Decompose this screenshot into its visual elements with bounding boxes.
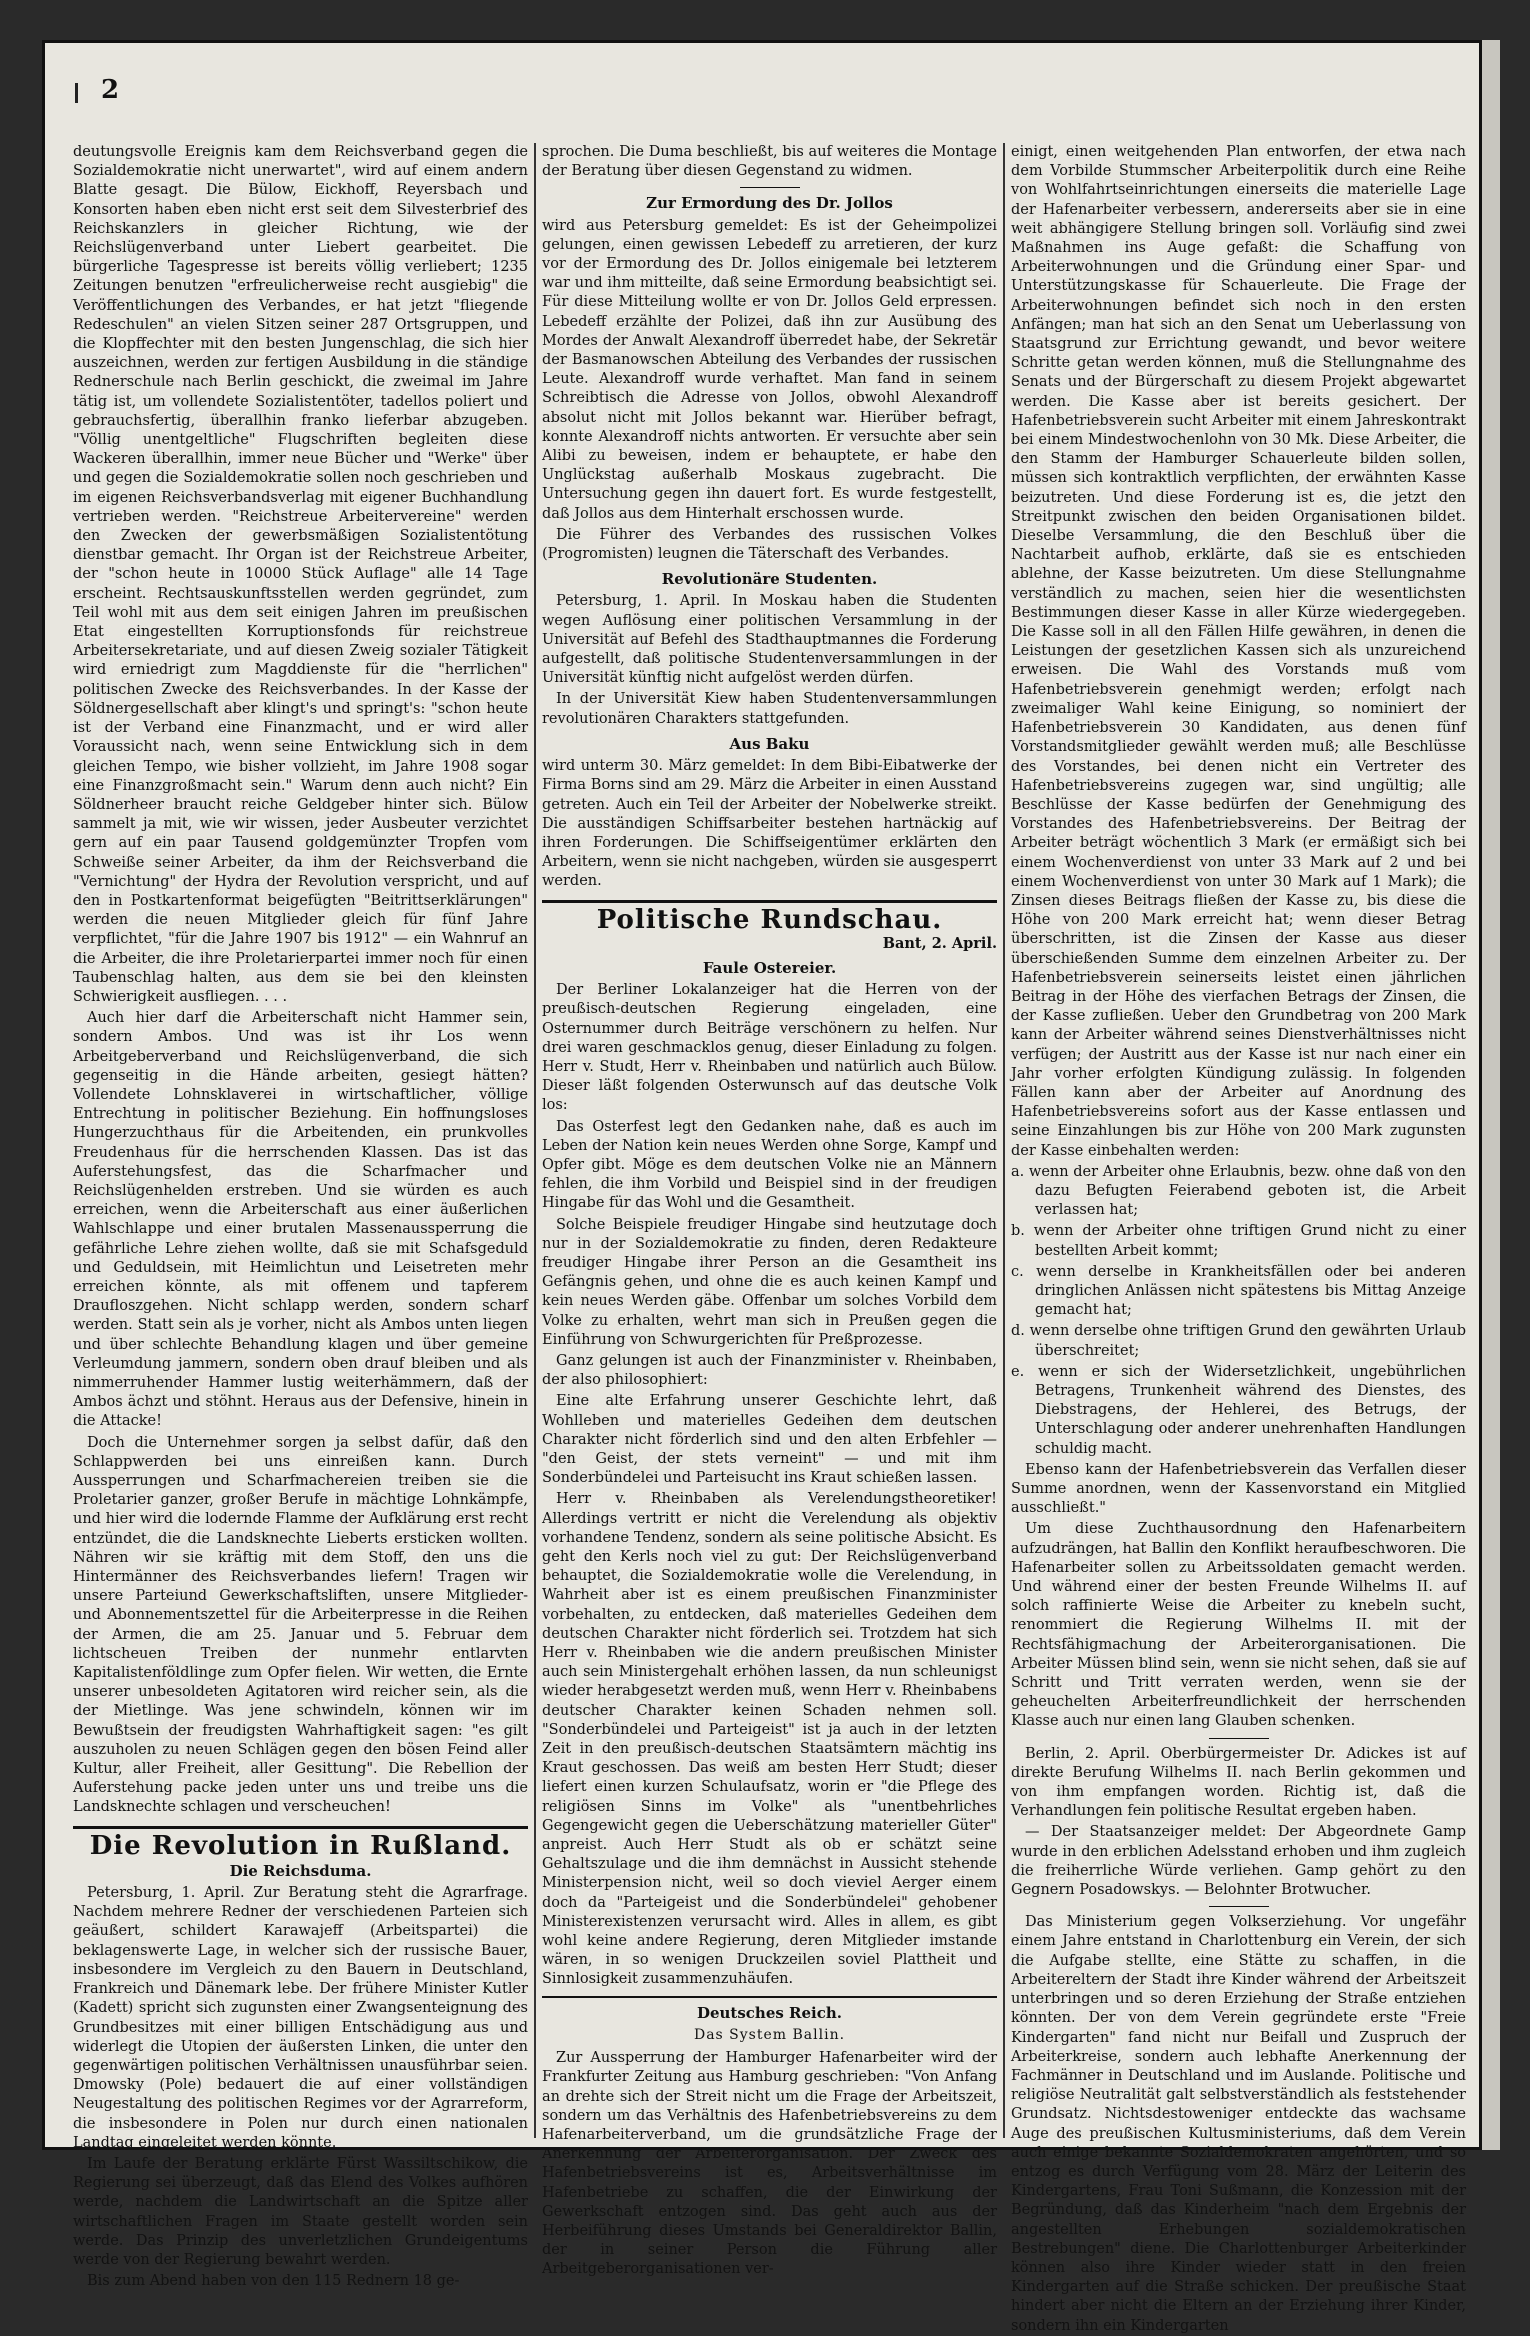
- article-paragraph: Herr v. Rheinbaben als Verelendungstheoretiker! Allerdings vertritt er nicht die Verelendung als objektiv vorhandene Tendenz, sondern als seine politische Absicht. Es geht den Kerls noch viel zu gut: Der Reichslügenverband behauptet, die Sozialdemokratie wolle die Verelendung, in Wahrheit aber ist es einem preußischen Finanzminister vorbehalten, zu entdecken, daß materielles Gedeihen dem deutschen Charakter nicht förderlich sei. Trotzdem hat sich Herr v. Rheinbaben wie die andern preußischen Minister auch sein Ministergehalt erhöhen lassen, da nun schleunigst wieder herabgesetzt werden muß, wenn Herr v. Rheinbabens deutscher Charakter keinen Schaden nehmen soll. "Sonderbündelei und Parteigeist" ist ja auch in der letzten Zeit in den preußisch-deutschen Staatsämtern mächtig ins Kraut geschossen. Das weiß am besten Herr Studt; dieser liefert einen kurzen Schulaufsatz, worin er "die Pflege des religiösen Sinns im Volke" als "unentbehrliches Gegengewicht gegen die Ueberschätzung materieller Güter" anpreist. Auch Herr Studt als ob er schätzt seine Gehaltszulage und die ihm demnächst in Aussicht stehende Ministerpension nicht, weil so doch vieviel Aerger einem doch da "Parteigeist und die Sonderbündelei" gehobener Ministerexistenzen verursacht wird. Alles in allem, es gibt wohl keine andere Regierung, deren Mitglieder imstande wären, in so wenigen Druckzeilen soviel Plattheit und Sinnlosigkeit zusammenzuhäufen.: [542, 1491, 997, 1988]
- article-paragraph: Auch hier darf die Arbeiterschaft nicht Hammer sein, sondern Ambos. Und was ist ihr Los wenn Arbeitgeberverband und Reichslügenverband, die sich gegenseitig in die Hände arbeiten, gesiegt hätten? Vollendete Lohnsklaverei in wirtschaftlicher, völlige Entrechtung in politischer Beziehung. Ein hoffnungsloses Hungerzuchthaus für die Arbeitenden, ein prunkvolles Freudenhaus für die herrschenden Klassen. Das ist das Auferstehungsfest, das die Scharfmacher und Reichslügenhelden erstreben. Und sie würden es auch erreichen, wenn die Arbeiterschaft aus einer äußerlichen Wahlschlappe und einer brutalen Massenaussperrung die gefährliche Lehre ziehen wollte, daß sie mit Schafsgeduld und Geduldsein, mit Heimlichtun und Leisetreten mehr erreichen könnte, als mit offenem und tapferem Draufloszgehen. Nicht schlapp werden, sondern scharf werden. Statt sein als je vorher, nicht als Ambos unten liegen und über schlechte Behandlung klagen und über gemeine Verleumdung jammern, sondern oben drauf bleiben und als nimmerruhender Hammer lustig weiterhämmern, daß der Ambos ächzt und stöhnt. Heraus aus der Defensive, hinein in die Attacke!: [73, 1010, 528, 1430]
- divider: [740, 187, 800, 188]
- article-paragraph: In der Universität Kiew haben Studentenversammlungen revolutionären Charakters stattgefunden.: [542, 691, 997, 727]
- article-paragraph: Zur Aussperrung der Hamburger Hafenarbeiter wird der Frankfurter Zeitung aus Hamburg geschrieben: "Von Anfang an drehte sich der Streit nicht um die Frage der Arbeitszeit, sondern um das Verhältnis des Hafenbetriebsvereins zu dem Hafenarbeiterverband, um die grundsätzliche Frage der Anerkennung der Arbeiterorganisation. Der Zweck des Hafenbetriebsvereins ist es, Arbeitsverhältnisse im Hafenbetriebe zu schaffen, die der Einwirkung der Gewerkschaft entzogen sind. Das geht auch aus der Herbeiführung dieses Umstands bei Generaldirektor Ballin, der in seiner Person die Führung aller Arbeitgeberorganisationen ver-: [542, 2050, 997, 2278]
- dateline: Bant, 2. April.: [882, 934, 997, 952]
- divider: [1209, 1906, 1269, 1907]
- section-title-revolution: Die Revolution in Rußland.: [73, 1826, 528, 1856]
- article-paragraph: Doch die Unternehmer sorgen ja selbst dafür, daß den Schlappwerden bei uns einreißen kann. Durch Aussperrungen und Scharfmachereien treiben sie die Proletarier ganzer, großer Berufe in mächtige Lohnkämpfe, und hier wird die lodernde Flamme der Aufklärung erst recht entzündet, die die Landsknechte Lieberts ersticken wollten. Nähren wir sie kräftig mit dem Stoff, den uns die Hintermänner des Reichsverbandes liefern! Tragen wir unsere Parteiund Gewerkschaftsliften, unsere Mitglieder- und Abonnementszettel für die Arbeiterpresse in die Reihen der Armen, die am 25. Januar und 5. Februar dem lichtscheuen Treiben der nunmehr entlarvten Kapitalistenföldlinge zum Opfer fielen. Wir wetten, die Ernte unserer unbesoldeten Agitatoren wird reicher sein, als die der Mietlinge. Was jene schwindeln, können wir im Bewußtsein der freudigsten Wahrhaftigkeit sagen: "es gilt auszuholen zu neuen Schlägen gegen den bösen Feind aller Kultur, aller Freiheit, aller Gesittung". Die Rebellion der Auferstehung packe jeden unter uns und treibe uns die Landsknechte schlagen und verscheuchen!: [73, 1434, 528, 1816]
- subheading-baku: Aus Baku: [729, 734, 810, 753]
- article-paragraph: Ganz gelungen ist auch der Finanzminister v. Rheinbaben, der also philosophiert:: [542, 1352, 997, 1389]
- article-paragraph: sprochen. Die Duma beschließt, bis auf weiteres die Montage der Beratung über diesen Gegenstand zu widmen.: [542, 144, 997, 180]
- article-paragraph: Bis zum Abend haben von den 115 Rednern 18 ge-: [87, 2273, 460, 2290]
- subheading-jollos: Zur Ermordung des Dr. Jollos: [646, 194, 893, 213]
- article-paragraph: Das Ministerium gegen Volkserziehung. Vor ungefähr einem Jahre entstand in Charlottenburg ein Verein, der sich die Aufgabe stellte, eine Stätte zu schaffen, in die Arbeitereltern der Stadt ihre Kinder während der Arbeitszeit unterbringen und so deren Erziehung der Straße entziehen könnten. Der von dem Verein gegründete erste "Freie Kindergarten" fand nicht nur Beifall und Zuspruch der Arbeiterkreise, sondern auch lebhafte Anerkennung der Fachmänner in Deutschland und im Auslande. Politische und religiöse Neutralität galt selbstverständlich als feststehender Grundsatz. Nichtsdestoweniger entdeckte das wachsame Auge des preußischen Kultusministeriums, daß dem Verein auch einige bekannte Sozialdemokraten angehörten, und so entzog es durch Verfügung vom 28. März der Leiterin des Kindergartens, Frau Toni Sußmann, die Konzession mit der Begründung, daß das Kinderheim "nach dem Ergebnis der angestellten Erhebungen sozialdemokratischen Bestrebungen" diene. Die Charlottenburger Arbeiterkinder können also ihre Kinder wieder statt in den freien Kindergarten auf die Straße schicken. Der preußische Staat hindert aber nicht die Eltern an der Erziehung ihrer Kinder, sondern ihn ein Kindergarten: [1011, 1914, 1466, 2334]
- list-item: b. wenn der Arbeiter ohne triftigen Grund nicht zu einer bestellten Arbeit kommt;: [1011, 1223, 1466, 1259]
- subheading-studenten: Revolutionäre Studenten.: [661, 570, 878, 589]
- article-paragraph: Die Führer des Verbandes des russischen Volkes (Progromisten) leugnen die Täterschaft des Verbandes.: [542, 526, 997, 563]
- article-paragraph: Im Laufe der Beratung erklärte Fürst Wassiltschikow, die Regierung sei überzeugt, daß das Elend des Volkes aufhören werde, nachdem die Landwirtschaft an die Spitze aller wirtschaftlichen Fragen im Staate gestellt worden sein werde. Das Prinzip des unverletzlichen Grundeigentums werde von der Regierung bewahrt werden.: [73, 2155, 528, 2268]
- subheading-ballin: Das System Ballin.: [693, 2026, 846, 2043]
- list-item: d. wenn derselbe ohne triftigen Grund den gewährten Urlaub überschreitet;: [1011, 1323, 1466, 1359]
- rules-list: [1011, 1163, 1466, 1459]
- subheading-duma: Die Reichsduma.: [229, 1861, 372, 1880]
- article-paragraph: wird aus Petersburg gemeldet: Es ist der Geheimpolizei gelungen, einen gewissen Lebedeff zu arretieren, der kurz vor der Ermordung des Dr. Jollos einigemale bei letzterem war und ihm mitteilte, daß seine Ermordung beabsichtigt sei. Für diese Mitteilung wollte er von Dr. Jollos Geld erpressen. Lebedeff erzählte der Polizei, daß ihn zur Ausübung des Mordes der Anwalt Alexandroff überredet habe, der Sekretär der Basmanowschen Abteilung des Verbandes der russischen Leute. Alexandroff wurde verhaftet. Man fand in seinem Schreibtisch die Adresse von Jollos, obwohl Alexandroff absolut nicht mit Jollos bekannt war. Hierüber befragt, konnte Alexandroff nichts antworten. Er versuchte aber sein Alibi zu beweisen, indem er behauptete, er habe den Unglückstag außerhalb Moskaus zugebracht. Die Untersuchung gegen ihn dauert fort. Es wurde festgestellt, daß Jollos aus dem Hinterhalt erschossen wurde.: [542, 217, 997, 522]
- article-paragraph: Das Osterfest legt den Gedanken nahe, daß es auch im Leben der Nation kein neues Werden ohne Sorge, Kampf und Opfer gibt. Möge es dem deutschen Volke nie an Männern fehlen, die ihm Vorbild und Beispiel sind in der freudigen Hingabe für das Wohl und die Gesamtheit.: [542, 1118, 997, 1212]
- column-3: [1011, 143, 1466, 2334]
- article-paragraph: Petersburg, 1. April. Zur Beratung steht die Agrarfrage. Nachdem mehrere Redner der verschiedenen Parteien sich geäußert, schildert Karawajeff (Arbeitspartei) die beklagenswerte Lage, in welcher sich der russische Bauer, insbesondere im Vergleich zu den Bauern in Deutschland, Frankreich und Dänemark lebe. Der frühere Minister Kutler (Kadett) spricht sich zugunsten einer Zwangsenteignung des Grundbesitzes mit einer billigen Entschädigung aus und widerlegt die Utopien der äußersten Linken, die unter den gegenwärtigen politischen Verhältnissen unausführbar seien. Dmowsky (Pole) bedauert die auf einer vollständigen Neugestaltung des politischen Regimes vor der Agrarreform, die insbesondere in Polen nur durch einen nationalen Landtag eingeleitet werden könnte.: [73, 1885, 528, 2151]
- article-paragraph: Ebenso kann der Hafenbetriebsverein das Verfallen dieser Summe anordnen, wenn der Kassenvorstand ein Mitglied ausschließt.": [1011, 1461, 1466, 1517]
- divider: [542, 1996, 997, 1998]
- newspaper-page: [42, 40, 1482, 2334]
- article-paragraph: einigt, einen weitgehenden Plan entworfen, der etwa nach dem Vorbilde Stummscher Arbeiterpolitik durch eine Reihe von Wohlfahrtseinrichtungen einerseits die materielle Lage der Hafenarbeiter verbessern, andererseits aber sie in eine weit abhängigere Stellung bringen soll. Vorläufig sind zwei Maßnahmen ins Auge gefaßt: die Schaffung von Arbeiterwohnungen und die Gründung einer Spar- und Unterstützungskasse für Schauerleute. Die Frage der Arbeiterwohnungen befindet sich noch in den ersten Anfängen; man hat sich an den Senat um Ueberlassung von Staatsgrund zur Errichtung gewandt, und bevor weitere Schritte getan werden können, muß die Stellungnahme des Senats und der Bürgerschaft zu diesem Projekt abgewartet werden. Die Kasse aber ist bereits gesichert. Der Hafenbetriebsverein sucht Arbeiter mit einem Jahreskontrakt bei einem Mindestwochenlohn von 30 Mk. Diese Arbeiter, die den Stamm der Hamburger Schauerleute bilden sollen, müssen sich kontraktlich verpflichten, der erwähnten Kasse beizutreten. Und diese Forderung ist es, die jetzt den Streitpunkt zwischen den beiden Organisationen bildet. Dieselbe Versammlung, die den Beschluß über die Nachtarbeit aufhob, erklärte, daß sie es entschieden ablehne, der Kasse beizutreten. Um diese Stellungnahme verständlich zu machen, seien hier die wesentlichsten Bestimmungen dieser Kasse in aller Kürze wiedergegeben. Die Kasse soll in all den Fällen Hilfe gewähren, in denen die Leistungen der gesetzlichen Kassen sich als unzureichend erweisen. Die Wahl des Vorstands muß vom Hafenbetriebsverein genehmigt werden; erfolgt nach zweimaliger Wahl keine Einigung, so nominiert der Hafenbetriebsverein 30 Kandidaten, aus denen fünf Vorstandsmitglieder gewählt werden muß; alle Beschlüsse des Vorstandes, bei denen nicht ein Vertreter des Hafenbetriebsvereins zugegen war, sind ungültig; alle Beschlüsse der Kasse bedürfen der Genehmigung des Vorstandes des Hafenbetriebsvereins. Der Beitrag der Arbeiter beträgt wöchentlich 3 Mark (er ermäßigt sich bei einem Wochenverdienst von unter 33 Mark auf 2 und bei einem Wochenverdienst von unter 30 Mark auf 1 Mark); die Zinsen dieses Beitrags fließen der Kasse zu, bis diese die Höhe von 200 Mark erreicht hat; wenn dieser Betrag überschritten, ist die Zinsen der Kasse aus dieser überschießenden Summe dem einzelnen Arbeiter zu. Der Hafenbetriebsverein seinerseits leistet einen jährlichen Beitrag in der Höhe des vierfachen Betrags der Zinsen, die der Kasse zufließen. Ueber den Grundbetrag von 200 Mark kann der Arbeiter während seines Dienstverhältnisses nicht verfügen; der Austritt aus der Kasse ist nur nach einer ein Jahr vorher erfolgten Kündigung zulässig. In folgenden Fällen kann aber der Arbeiter auf Anordnung des Hafenbetriebsvereins sofort aus der Kasse entlassen und seine Einzahlungen bis zur Höhe von 200 Mark zugunsten der Kasse einbehalten werden:: [1011, 144, 1466, 1159]
- margin-mark: [75, 83, 78, 103]
- column-1: [73, 143, 528, 2290]
- list-item: a. wenn der Arbeiter ohne Erlaubnis, bezw. ohne daß von den dazu Befugten Feierabend geboten ist, die Arbeit verlassen hat;: [1011, 1163, 1466, 1219]
- column-rule: [534, 143, 536, 2138]
- article-paragraph: Solche Beispiele freudiger Hingabe sind heutzutage doch nur in der Sozialdemokratie zu finden, deren Redakteure freudiger Hingabe ihrer Person an die Gesamtheit ins Gefängnis gehen, und ohne die es auch keinen Kampf und kein neues Werden gäbe. Offenbar um solches Vorbild dem Volke zu erhalten, wehrt man sich in Preußen gegen die Einführung von Schwurgerichten für Preßprozesse.: [542, 1216, 997, 1348]
- page-edge: [1482, 40, 1500, 2150]
- subheading-ostereier: Faule Ostereier.: [702, 958, 837, 977]
- article-paragraph: Um diese Zuchthausordnung den Hafenarbeitern aufzudrängen, hat Ballin den Konflikt heraufbeschworen. Die Hafenarbeiter sollen zu Arbeitssoldaten gemacht werden. Und während einer der besten Freunde Wilhelms II. auf solch raffinierte Weise die Arbeiter zu knebeln sucht, renommiert die Regierung Wilhelms II. mit der Rechtsfähigmachung der Arbeiterorganisationen. Die Arbeiter Müssen blind sein, wenn sie nicht sehen, daß sie auf Schritt und Tritt verraten werden, wenn sie der geheuchelten Arbeiterfreundlichkeit der herrschenden Klasse auch nur einen lang Glauben schenken.: [1011, 1521, 1466, 1730]
- column-2: [542, 143, 997, 2278]
- article-paragraph: wird unterm 30. März gemeldet: In dem Bibi-Eibatwerke der Firma Borns sind am 29. März die Arbeiter in einen Ausstand getreten. Auch ein Teil der Arbeiter der Nobelwerke streikt. Die ausständigen Schiffsarbeiter bestehen hartnäckig auf ihren Forderungen. Die Schiffseigentümer erklärten den Arbeitern, wenn sie nicht nachgeben, würden sie ausgesperrt werden.: [542, 758, 997, 890]
- column-rule: [1003, 143, 1005, 2138]
- article-paragraph: deutungsvolle Ereignis kam dem Reichsverband gegen die Sozialdemokratie nicht unerwartet", wird auf einem andern Blatte gesagt. Die Bülow, Eickhoff, Reyersbach und Konsorten haben eben nicht erst seit dem Silvesterbrief des Reichskanzlers in gleicher Richtung, wie der Reichslügenverband unter Liebert gearbeitet. Die bürgerliche Tagespresse ist bereits völlig verliebert; 1235 Zeitungen benutzen "erfreulicherweise recht ausgiebig" die Veröffentlichungen des Verbandes, er hat jetzt "fliegende Redeschulen" an vielen Sitzen seiner 287 Ortsgruppen, und die Klopffechter mit den besten Jungenschlag, die sich hier auszeichnen, werden zur fertigen Ausbildung in die ständige Rednerschule nach Berlin geschickt, die zweimal im Jahre tätig ist, um vollendete Sozialistentöter, tadellos poliert und gebrauchsfertig, überallhin franko lieferbar abzugeben. "Völlig unentgeltliche" Flugschriften begleiten diese Wackeren überallhin, immer neue Bücher und "Werke" über und gegen die Sozialdemokratie sollen noch geschrieben und im eigenen Reichsverbandsverlag mit eigener Buchhandlung vertrieben werden. "Reichstreue Arbeitervereine" werden den Zwecken der gewerbsmäßigen Sozialistentötung dienstbar gemacht. Ihr Organ ist der Reichstreue Arbeiter, der "schon heute in 10000 Stück Auflage" alle 14 Tage erscheint. Rechtsauskunftsstellen werden gegründet, zum Teil wohl mit aus dem seit einigen Jahren im preußischen Etat eingestellten Korruptionsfonds für reichstreue Arbeitersekretariate, und auf diesen Zweig sozialer Tätigkeit wird erniedrigt zum Magddienste für die "herrlichen" politischen Zwecke des Reichsverbandes. In der Kasse der Söldnergesellschaft aber klingt's und springt's: "schon heute ist der Verband eine Finanzmacht, und er wird aller Voraussicht nach, wenn seine Entwicklung sich in dem gleichen Tempo, wie bisher vollzieht, im Jahre 1908 sogar eine Finanzgroßmacht sein." Warum denn auch nicht? Ein Söldnerheer braucht reiche Geldgeber hinter sich. Bülow sammelt ja mit, wie wir wissen, jeder Ausbeuter verzichtet gern auf ein paar Tausend goldgemünzter Tropfen vom Schweiße seiner Arbeiter, da ihm der Reichsverband die "Vernichtung" der Hydra der Revolution verspricht, und auf den in Postkartenformat beigefügten "Beitrittserklärungen" werden die neuen Mitglieder gleich für fünf Jahre verpflichtet, "für die Jahre 1907 bis 1912" — ein Wahnruf an die Arbeiter, die ihre Proletarierpartei immer noch für einen Taubenschlag halten, aus dem sie bei den kleinsten Schwierigkeit ausfliegen. . . .: [73, 144, 528, 1005]
- article-paragraph: Eine alte Erfahrung unserer Geschichte lehrt, daß Wohlleben und materielles Gedeihen dem deutschen Charakter nicht förderlich sind und den alten Erbfehler — "den Geist, der stets verneint" — und mit ihm Sonderbündelei und Parteisucht ins Kraut schießen lassen.: [542, 1393, 997, 1487]
- article-paragraph: Berlin, 2. April. Oberbürgermeister Dr. Adickes ist auf direkte Berufung Wilhelms II. nach Berlin gekommen und von ihm empfangen worden. Richtig ist, daß die Verhandlungen fein politische Resultat ergeben haben.: [1011, 1745, 1466, 1820]
- article-paragraph: Petersburg, 1. April. In Moskau haben die Studenten wegen Auflösung einer politischen Versammlung in der Universität auf Befehl des Stadthauptmannes die Forderung aufgestellt, daß politische Studentenversammlungen in der Universität künftig nicht aufgelöst werden dürfen.: [542, 593, 997, 687]
- page-number: 2: [101, 75, 120, 105]
- article-paragraph: Der Berliner Lokalanzeiger hat die Herren von der preußisch-deutschen Regierung eingeladen, eine Osternummer durch Beiträge verschönern zu helfen. Nur drei waren geschmacklos genug, dieser Einladung zu folgen. Herr v. Studt, Herr v. Rheinbaben und natürlich auch Bülow. Dieser läßt folgenden Osterwunsch auf das deutsche Volk los:: [542, 982, 997, 1114]
- article-paragraph: — Der Staatsanzeiger meldet: Der Abgeordnete Gamp wurde in den erblichen Adelsstand erhoben und ihm zugleich die freiherrliche Würde verliehen. Gamp gehört zu den Gegnern Posadowskys. — Belohnter Brotwucher.: [1011, 1824, 1466, 1899]
- list-item: c. wenn derselbe in Krankheitsfällen oder bei anderen dringlichen Anlässen nicht spätestens bis Mittag Anzeige gemacht hat;: [1011, 1263, 1466, 1319]
- subheading-reich: Deutsches Reich.: [696, 2003, 843, 2022]
- divider: [1209, 1738, 1269, 1739]
- section-title-rundschau: Politische Rundschau.: [542, 900, 997, 930]
- list-item: e. wenn er sich der Widersetzlichkeit, ungebührlichen Betragens, Trunkenheit während des Dienstes, des Diebstragens, der Hehlerei, des Betrugs, der Unterschlagung oder anderer unehrenhaften Handlungen schuldig macht.: [1011, 1363, 1466, 1457]
